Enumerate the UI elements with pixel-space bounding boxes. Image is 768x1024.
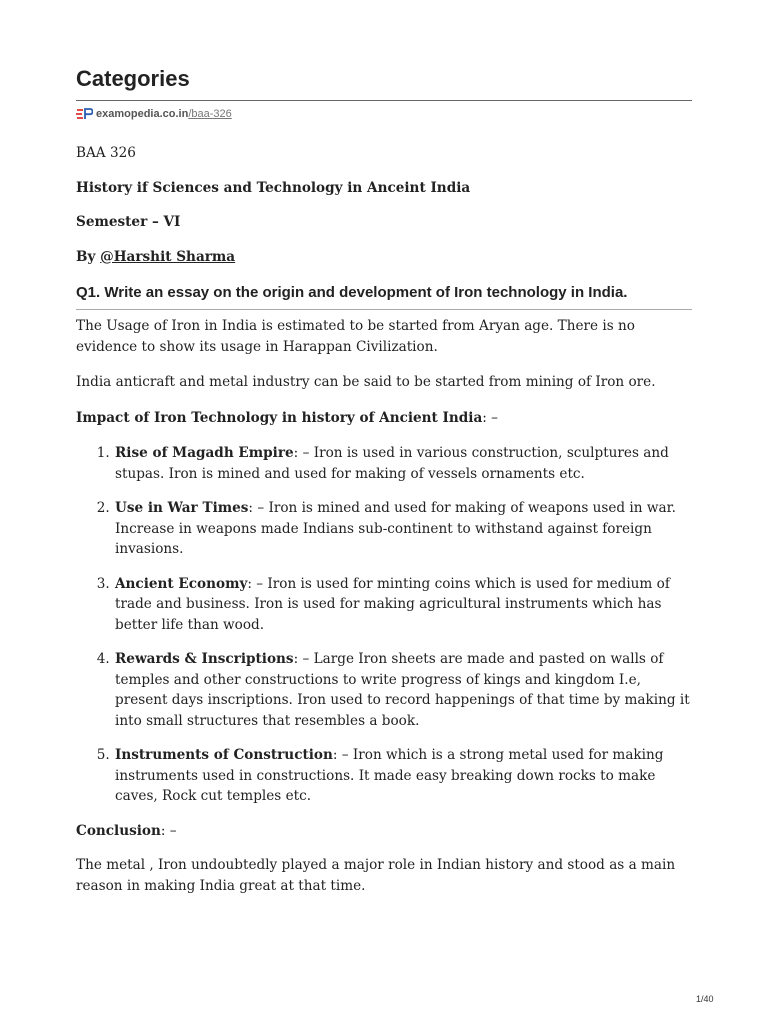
question-heading: Q1. Write an essay on the origin and development of Iron technology in India. bbox=[76, 284, 628, 301]
list-item-term: Ancient Economy bbox=[115, 575, 248, 592]
author-line bbox=[76, 247, 692, 282]
list-item-text: Large Iron sheets are made and pasted on walls of temples and other constructions to write progress of kings and kingdom I.e, present days inscriptions. Iron used to record happenings of that time by making it into small structures that resembles a book. bbox=[115, 651, 690, 729]
source-path[interactable]: /baa-326 bbox=[188, 108, 232, 120]
list-item-text: Iron which is a strong metal used for making instruments used in constructions. It made easy breaking down rocks to make caves, Rock cut temples etc. bbox=[115, 747, 664, 804]
list-item-separator: : – bbox=[332, 747, 353, 763]
list-item-term: Rise of Magadh Empire bbox=[115, 445, 294, 461]
list-item-separator: : – bbox=[248, 500, 269, 516]
list-item bbox=[114, 649, 692, 731]
paragraph-1: The Usage of Iron in India is estimated to be started from Aryan age. There is no evidence to show its usage in Harappan Civilization. bbox=[76, 318, 635, 355]
document-content bbox=[76, 143, 692, 896]
impact-list bbox=[76, 443, 692, 807]
list-item bbox=[114, 498, 692, 560]
examopedia-logo-icon bbox=[76, 108, 93, 120]
list-item bbox=[114, 443, 692, 484]
source-link[interactable] bbox=[76, 107, 232, 121]
list-item-separator: : – bbox=[293, 445, 314, 461]
list-item-separator: : – bbox=[247, 575, 268, 592]
list-item bbox=[114, 574, 692, 636]
course-title: History if Sciences and Technology in Anceint India bbox=[76, 179, 471, 196]
list-item-separator: : – bbox=[293, 651, 314, 667]
page-number: 1/40 bbox=[696, 994, 714, 1004]
conclusion-heading-suffix: : – bbox=[160, 822, 177, 839]
list-item bbox=[114, 745, 692, 807]
title-divider bbox=[76, 100, 692, 101]
list-item-term: Rewards & Inscriptions bbox=[115, 651, 294, 667]
impact-heading bbox=[76, 408, 692, 429]
question-divider bbox=[76, 309, 692, 310]
list-item-term: Use in War Times bbox=[115, 500, 249, 516]
course-code: BAA 326 bbox=[76, 145, 136, 161]
conclusion-paragraph: The metal , Iron undoubtedly played a major role in Indian history and stood as a main reason in making India great at that time. bbox=[76, 857, 676, 894]
impact-heading-text: Impact of Iron Technology in history of Ancient India bbox=[76, 409, 483, 426]
list-item-text: Iron is used for minting coins which is used for medium of trade and business. Iron is used for making agricultural instruments which has better life than wood. bbox=[115, 575, 670, 633]
by-label: By bbox=[76, 248, 101, 265]
list-item-text: Iron is mined and used for making of weapons used in war. Increase in weapons made Indians sub-continent to withstand against foreign invasions. bbox=[115, 500, 676, 557]
page-title: Categories bbox=[76, 66, 190, 91]
paragraph-2: India anticraft and metal industry can be said to be started from mining of Iron ore. bbox=[76, 374, 656, 390]
conclusion-heading-text: Conclusion bbox=[76, 822, 161, 839]
source-domain[interactable]: examopedia.co.in bbox=[96, 108, 189, 120]
list-item-text: Iron is used in various construction, sculptures and stupas. Iron is mined and used for making of vessels ornaments etc. bbox=[115, 445, 669, 482]
list-item-term: Instruments of Construction bbox=[115, 747, 333, 763]
conclusion-heading bbox=[76, 821, 692, 842]
semester: Semester – VI bbox=[76, 214, 181, 230]
impact-heading-suffix: : – bbox=[482, 409, 498, 426]
author-link[interactable]: @Harshit Sharma bbox=[100, 248, 236, 265]
